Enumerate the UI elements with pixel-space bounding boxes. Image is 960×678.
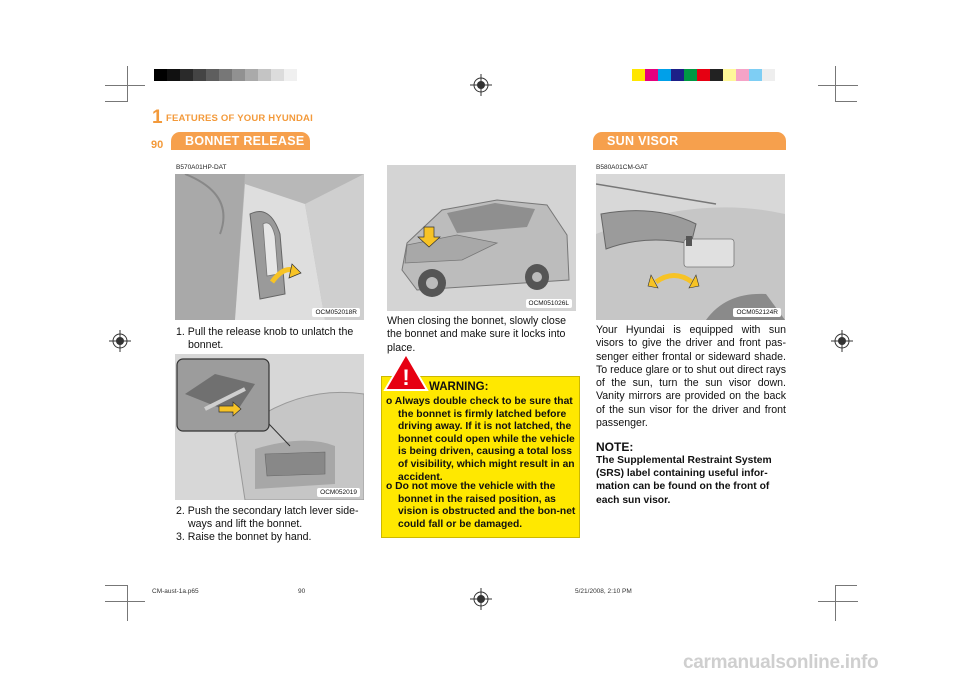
figure-caption-1: OCM052018R <box>312 308 360 317</box>
step-3: 3. Raise the bonnet by hand. <box>176 531 312 543</box>
warning-item-1: o Always double check to be sure that the bonnet is firmly latched before driving away. If it is not latched, the bonnet could open while the vehicle is being driven, causing a total loss of visibility, which might result in an accident. <box>386 396 575 483</box>
grayscale-bar <box>154 69 297 81</box>
section-title-bonnet-release: BONNET RELEASE <box>171 132 310 150</box>
chapter-title: FEATURES OF YOUR HYUNDAI <box>166 113 313 124</box>
chapter-number: 1 <box>152 107 163 128</box>
footer-timestamp: 5/21/2008, 2:10 PM <box>575 588 632 595</box>
registration-mark-bottom-icon <box>470 588 492 610</box>
figure-caption-3: OCM051026L <box>526 299 572 308</box>
watermark: carmanualsonline.info <box>683 652 879 673</box>
color-bar <box>632 69 775 81</box>
section-title-sun-visor: SUN VISOR <box>593 132 786 150</box>
bonnet-release-knob-illustration <box>175 174 364 320</box>
step-2: 2. Push the secondary latch lever side-ways and lift the bonnet. <box>176 505 359 531</box>
section-code-sun-visor: B580A01CM-GAT <box>596 164 648 171</box>
sun-visor-body-text: Your Hyundai is equipped with sun visors to give the driver and front pas-senger either frontal or sideward shade. To reduce glare or to shut out direct rays of the sun, turn the sun visor down. Vanity mirrors are provided on the back of the sun visor for the driver and front passenger. <box>596 324 786 430</box>
footer-file-name: CM-aust-1a.p65 <box>152 588 199 595</box>
bonnet-latch-lever-illustration <box>175 354 364 500</box>
warning-symbol: ! <box>402 365 410 390</box>
warning-triangle-icon <box>383 352 429 392</box>
car-bonnet-closing-illustration <box>387 165 576 311</box>
registration-mark-right-icon <box>831 330 853 352</box>
bonnet-closing-text: When closing the bonnet, slowly close the bonnet and make sure it locks into place. <box>387 315 567 354</box>
warning-item-2: o Do not move the vehicle with the bonnet in the raised position, as vision is obstructed and the bon-net could fall or be damaged. <box>386 481 576 530</box>
page-number: 90 <box>151 139 164 151</box>
section-code-bonnet: B570A01HP-DAT <box>176 164 227 171</box>
note-title: NOTE: <box>596 440 634 454</box>
warning-title: WARNING: <box>429 381 489 393</box>
sun-visor-illustration <box>596 174 785 320</box>
figure-caption-4: OCM052124R <box>733 308 781 317</box>
step-1: 1. Pull the release knob to unlatch the bonnet. <box>176 326 354 352</box>
registration-mark-left-icon <box>109 330 131 352</box>
footer-page: 90 <box>298 588 306 595</box>
registration-mark-top-icon <box>470 74 492 96</box>
note-text: The Supplemental Restraint System (SRS) label containing useful infor-mation can be found on the front of each sun visor. <box>596 455 772 506</box>
figure-caption-2: OCM052019 <box>317 488 360 497</box>
